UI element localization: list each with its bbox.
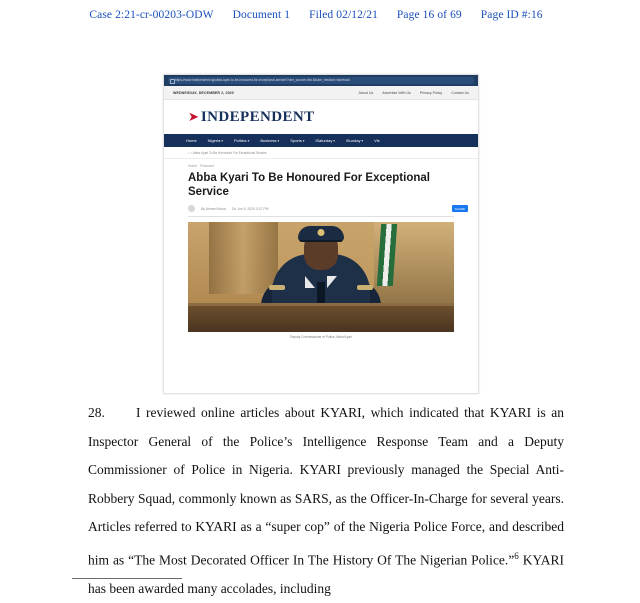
photo-collar-left bbox=[305, 276, 315, 288]
nav-item-isunday[interactable]: iSunday ▾ bbox=[346, 138, 363, 143]
header-filed-date: Filed 02/12/21 bbox=[309, 9, 378, 21]
article-category: Home · Featured bbox=[188, 164, 214, 168]
photo-epaulette-right bbox=[357, 285, 373, 290]
nav-item-home[interactable]: Home bbox=[186, 138, 197, 143]
browser-url-text: https://www.independent.ng/abba-kyari-to-be-honoured-for-exceptional-service/?utm_source=dlvr.it&utm_medium=facebook bbox=[168, 77, 474, 84]
header-page-id: Page ID #:16 bbox=[480, 9, 543, 21]
paragraph-number: 28. bbox=[88, 405, 105, 420]
paragraph-text-part2: KYARI has been awarded many accolades, including bbox=[88, 552, 564, 596]
avatar bbox=[188, 205, 195, 212]
article-headline: Abba Kyari To Be Honoured For Exceptional Service bbox=[188, 172, 430, 198]
footnote-marker: 6 bbox=[514, 550, 519, 561]
nav-item-politics[interactable]: Politics ▾ bbox=[234, 138, 249, 143]
browser-address-bar bbox=[164, 75, 478, 86]
photo-epaulette-left bbox=[269, 285, 285, 290]
nav-item-business[interactable]: Business ▾ bbox=[260, 138, 279, 143]
article-photo bbox=[188, 222, 454, 332]
byline-author: By Ahmed Musa bbox=[201, 206, 226, 211]
photo-curtain bbox=[209, 222, 278, 294]
utility-link-about[interactable]: About Us bbox=[358, 90, 374, 95]
header-case-number: Case 2:21-cr-00203-ODW bbox=[89, 9, 214, 21]
share-button[interactable]: SHARE bbox=[452, 205, 468, 212]
nav-item-isaturday[interactable]: iSaturday ▾ bbox=[315, 138, 335, 143]
byline-date: On Jun 9, 2020 3:37 PM bbox=[231, 206, 269, 211]
utility-link-contact[interactable]: Contact Us bbox=[451, 90, 469, 95]
breadcrumb: ⌂ › Abba Kyari To Be Honoured For Exceptional Service bbox=[164, 147, 478, 159]
independent-logo-icon: ➤ bbox=[188, 109, 199, 125]
header-page-number: Page 16 of 69 bbox=[396, 9, 462, 21]
article-byline bbox=[164, 199, 478, 212]
nav-item-sports[interactable]: Sports ▾ bbox=[290, 138, 304, 143]
site-main-nav bbox=[164, 134, 478, 147]
site-logo-text[interactable]: INDEPENDENT bbox=[200, 108, 315, 125]
article-divider bbox=[188, 216, 454, 217]
photo-cap-badge-icon bbox=[318, 229, 325, 236]
webpage-screenshot-exhibit bbox=[163, 74, 479, 394]
site-masthead bbox=[164, 100, 478, 134]
site-utility-bar bbox=[164, 86, 478, 100]
nav-item-view[interactable]: Vie bbox=[374, 138, 380, 143]
photo-caption: Deputy Commissioner of Police, Abba Kyari bbox=[290, 335, 352, 339]
utility-link-advertise[interactable]: Advertise With Us bbox=[382, 90, 411, 95]
photo-desk bbox=[188, 306, 454, 332]
site-date: WEDNESDAY, DECEMBER 2, 2020 bbox=[173, 90, 234, 95]
utility-link-privacy[interactable]: Privacy Policy bbox=[419, 90, 443, 95]
court-ecf-header bbox=[0, 9, 640, 21]
header-document-number: Document 1 bbox=[232, 9, 291, 21]
photo-collar-right bbox=[327, 276, 337, 288]
nav-item-nigeria[interactable]: Nigeria ▾ bbox=[208, 138, 223, 143]
site-utility-links bbox=[358, 91, 469, 95]
paragraph-text-part1: I reviewed online articles about KYARI, which indicated that KYARI is an Inspector General of the Police’s Intelligence Response Team and a Deputy Commissioner of Police in Nigeria. KYARI previously managed the Special Anti-Robbery Squad, commonly known as SARS, as the Officer-In-Charge for several years. Articles referred to KYARI as a “super cop” of the Nigeria Police Force, and described him as “The Most Decorated Officer In The History Of The Nigerian Police.” bbox=[88, 405, 564, 567]
body-paragraph bbox=[88, 399, 564, 603]
footnote-separator bbox=[72, 578, 182, 579]
